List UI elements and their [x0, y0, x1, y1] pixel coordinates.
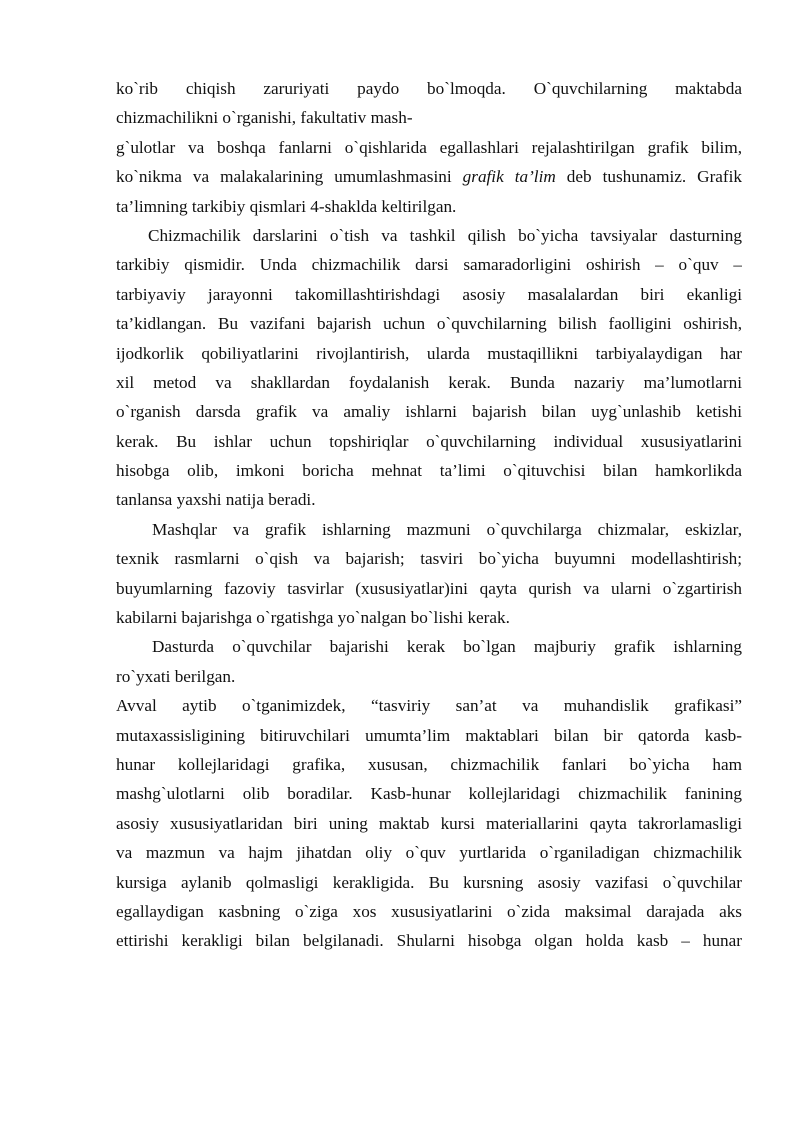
text-line: Dasturda o`quvchilar bajarishi kerak bo`lgan majburiy grafik ishlarning	[152, 637, 742, 657]
text-line: mashg`ulotlarni olib boradilar. Kasb-hunar kollejlaridagi chizmachilik fanining	[116, 784, 742, 804]
text-line: ta’kidlangan. Bu vazifani bajarish uchun o`quvchilarning bilish faolligini oshirish,	[116, 314, 742, 334]
text-line: ettirishi kerakligi bilan belgilanadi. Shularni hisobga olgan holda kasb – hunar	[116, 931, 742, 951]
text-line: kerak. Bu ishlar uchun topshiriqlar o`quvchilarning individual xususiyatlarini	[116, 431, 742, 451]
text-line: ro`yxati berilgan.	[116, 666, 236, 686]
text-fragment: deb tushunamiz. Grafik	[566, 167, 742, 187]
text-line: ta’limning tarkibiy qismlari 4-shaklda keltirilgan.	[116, 196, 457, 216]
text-line: g`ulotlar va boshqa fanlarni o`qishlarida egallashlari rejalashtirilgan grafik bilim,	[116, 137, 742, 157]
text-line: ijodkorlik qobiliyatlarini rivojlantirish, ularda mustaqillikni tarbiyalaydigan har	[116, 343, 742, 363]
text-line	[116, 162, 742, 191]
emphasized-term: grafik ta’lim	[462, 167, 556, 187]
text-line: ko`rib chiqish zaruriyati paydo bo`lmoqda. O`quvchilarning maktabda	[116, 79, 742, 98]
text-line: Avval aytib o`tganimizdek, “tasviriy san’at va muhandislik grafikasi”	[116, 696, 742, 716]
text-line: mutaxassisligining bitiruvchilari umumta’lim maktablari bilan bir qatorda kasb-	[116, 725, 742, 745]
text-line: egallaydigan кasbning o`ziga xos xususiyatlarini o`zida maksimal darajada aks	[116, 901, 742, 921]
text-line: xil metod va shakllardan foydalanish kerak. Bunda nazariy ma’lumotlarni	[116, 372, 742, 392]
text-line: o`rganish darsda grafik va amaliy ishlarni bajarish bilan uyg`unlashib ketishi	[116, 402, 742, 422]
text-line: hunar kollejlaridagi grafika, xususan, chizmachilik fanlari bo`yicha ham	[116, 754, 742, 774]
text-line: tarkibiy qismidir. Unda chizmachilik darsi samaradorligini oshirish – o`quv –	[116, 255, 742, 275]
text-line: buyumlarning fazoviy tasvirlar (xususiyatlar)ini qayta qurish va ularni o`zgartirish	[116, 578, 742, 598]
text-line: Chizmachilik darslarini o`tish va tashkil qilish bo`yicha tavsiyalar dasturning	[148, 225, 742, 245]
document-page	[116, 74, 742, 956]
text-line: tarbiyaviy jarayonni takomillashtirishdagi asosiy masalalardan biri ekanligi	[116, 284, 742, 304]
text-line: tanlansa yaxshi natija beradi.	[116, 490, 316, 510]
text-line: Mashqlar va grafik ishlarning mazmuni o`quvchilarga chizmalar, eskizlar,	[152, 519, 742, 539]
text-line: kursiga aylanib qolmasligi kerakligida. Bu kursning asosiy vazifasi o`quvchilar	[116, 872, 742, 892]
text-line: texnik rasmlarni o`qish va bajarish; tasviri bo`yicha buyumni modellashtirish;	[116, 549, 742, 569]
text-fragment: ko`nikma va malakalarining umumlashmasini	[116, 167, 452, 187]
text-line: va mazmun va hajm jihatdan oliy o`quv yurtlarida o`rganiladigan chizmachilik	[116, 843, 742, 863]
text-line: kabilarni bajarishga o`rgatishga yo`nalgan bo`lishi kerak.	[116, 608, 510, 628]
text-line: hisobga olib, imkoni boricha mehnat ta’limi o`qituvchisi bilan hamkorlikda	[116, 461, 742, 481]
text-line: asosiy xususiyatlaridan biri uning maktab kursi materiallarini qayta takrorlamasligi	[116, 813, 742, 833]
text-line: chizmachilikni o`rganishi, fakultativ mash-	[116, 108, 413, 128]
